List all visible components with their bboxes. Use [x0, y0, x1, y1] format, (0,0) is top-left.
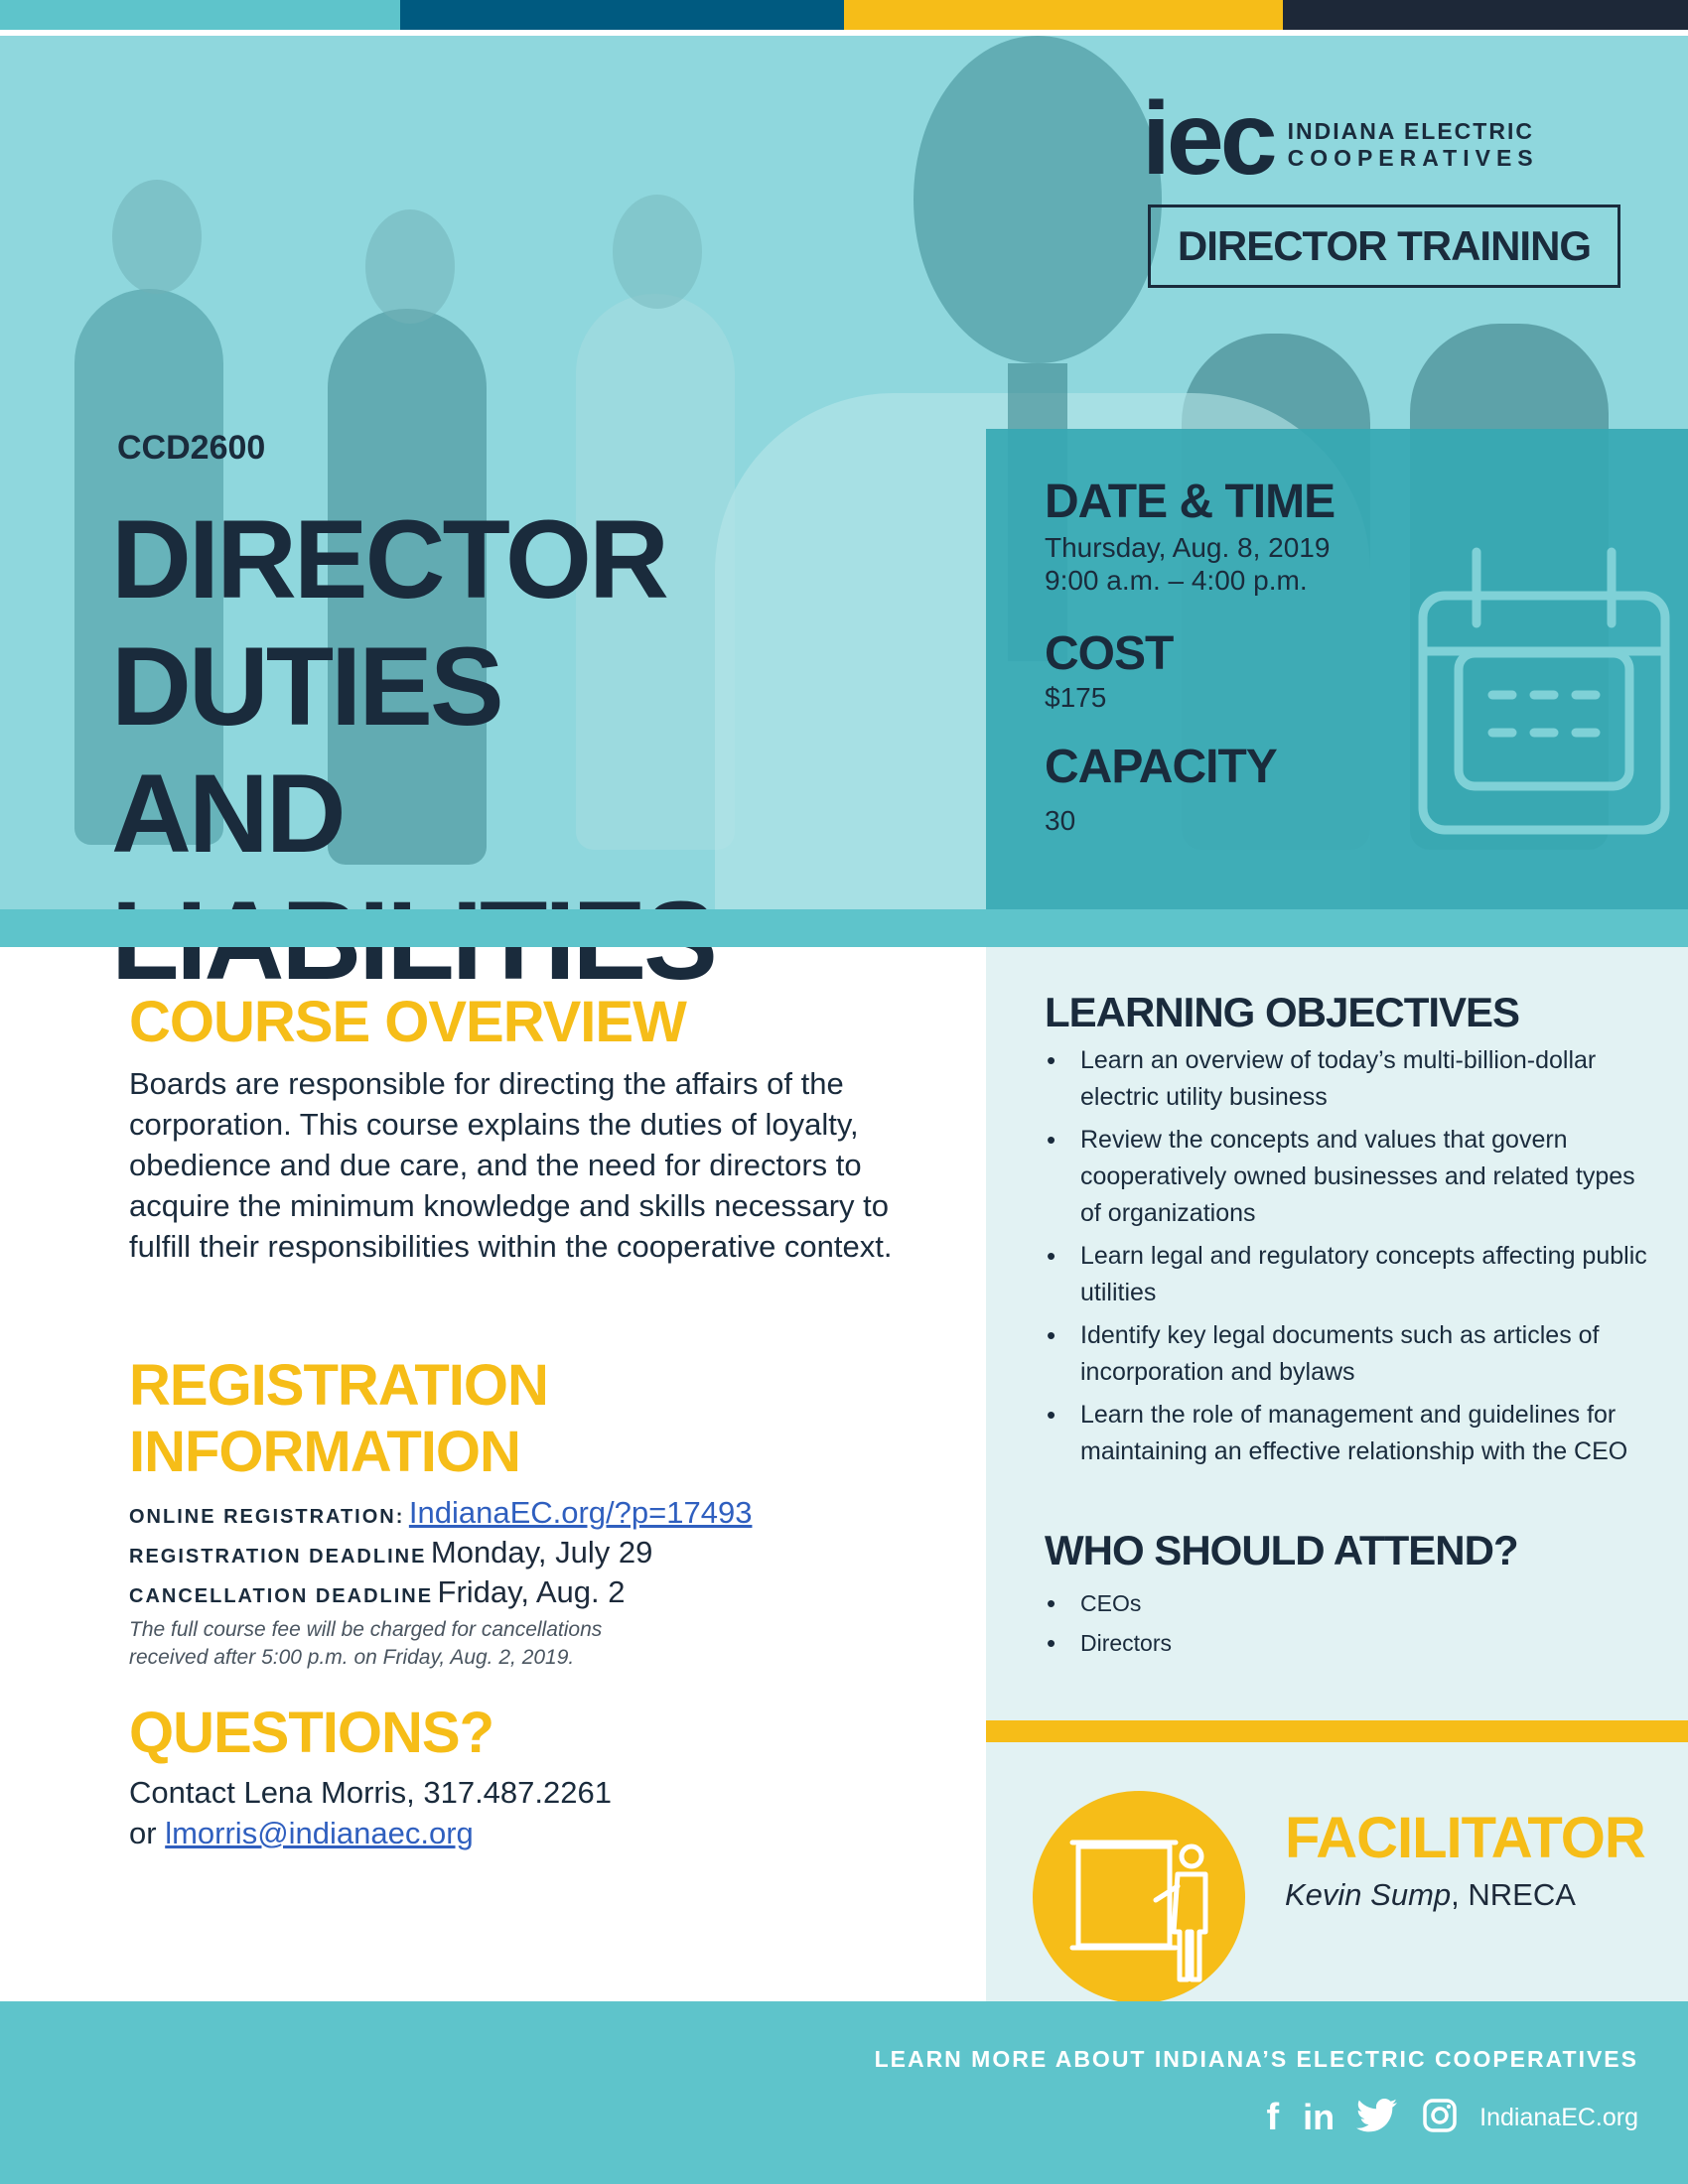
attend-list [1045, 1586, 1640, 1660]
questions [129, 1700, 923, 1853]
top-color-bar [0, 0, 1688, 30]
course-code: CCD2600 [117, 429, 266, 467]
online-registration-label: ONLINE REGISTRATION: [129, 1506, 405, 1528]
note-line-1: The full course fee will be charged for cancellations [129, 1618, 603, 1641]
facilitator-heading: FACILITATOR [1285, 1806, 1645, 1870]
cancellation-deadline-label: CANCELLATION DEADLINE [129, 1585, 434, 1607]
objectives-heading: LEARNING OBJECTIVES [1045, 989, 1520, 1035]
note-line-2: received after 5:00 p.m. on Friday, Aug. 2, 2019. [129, 1646, 575, 1669]
list-item: • Identify key legal documents such as articles of incorporation and bylaws [1045, 1317, 1650, 1391]
footer-tagline: LEARN MORE ABOUT INDIANA’S ELECTRIC COOPERATIVES [874, 2046, 1638, 2072]
badge-label: DIRECTOR TRAINING [1177, 222, 1592, 269]
facebook-icon[interactable]: f [1266, 2096, 1280, 2138]
website-link[interactable]: IndianaEC.org [1479, 2103, 1638, 2131]
title-line-2: AND [111, 751, 344, 876]
registration-link[interactable]: IndianaEC.org/?p=17493 [408, 1495, 753, 1530]
list-item: • Learn an overview of today’s multi-billion-dollar electric utility business [1045, 1042, 1650, 1116]
registration-info [129, 1352, 953, 1672]
list-item: • Directors [1045, 1626, 1640, 1660]
cost-value: $175 [1045, 682, 1107, 713]
list-item: • Review the concepts and values that govern cooperatively owned businesses and related types of organizations [1045, 1122, 1650, 1232]
capacity-value: 30 [1045, 805, 1076, 836]
registration-deadline-label: REGISTRATION DEADLINE [129, 1546, 427, 1568]
course-overview [129, 989, 943, 1267]
calendar-icon [1415, 544, 1673, 847]
director-training-badge [1148, 205, 1620, 288]
contact-line: Contact Lena Morris, 317.487.2261 [129, 1775, 612, 1810]
facilitator [1285, 1805, 1662, 1913]
registration-deadline: Monday, July 29 [430, 1535, 653, 1570]
capacity-label: CAPACITY [1045, 741, 1277, 793]
cost-label: COST [1045, 627, 1174, 680]
facilitator-name: Kevin Sump [1285, 1877, 1452, 1912]
facilitator-org: , NRECA [1451, 1877, 1576, 1912]
event-date: Thursday, Aug. 8, 2019 [1045, 532, 1331, 563]
event-time: 9:00 a.m. – 4:00 p.m. [1045, 565, 1308, 596]
list-item: • Learn legal and regulatory concepts affecting public utilities [1045, 1238, 1650, 1311]
objectives-list [1045, 1042, 1650, 1470]
hero-divider [0, 909, 1688, 947]
title-line-1: DIRECTOR DUTIES [111, 497, 666, 749]
overview-heading: COURSE OVERVIEW [129, 990, 686, 1054]
logo-name-line2: COOPERATIVES [1287, 145, 1539, 171]
iec-logo [1142, 81, 1628, 197]
instagram-icon[interactable] [1422, 2098, 1458, 2138]
overview-text: Boards are responsible for directing the affairs of the corporation. This course explains the duties of loyalty, obedience and due care, and the need for directors to acquire the minimum knowledge and skills necessary to fulfill their responsibilities within the cooperative context. [129, 1066, 893, 1264]
twitter-icon[interactable] [1356, 2099, 1398, 2137]
who-should-attend [1045, 1527, 1640, 1666]
cancellation-note [129, 1616, 953, 1672]
list-item: • Learn the role of management and guidelines for maintaining an effective relationship with the CEO [1045, 1397, 1650, 1470]
presenter-icon [1033, 1791, 1245, 2003]
date-time-label: DATE & TIME [1045, 476, 1336, 528]
logo-mark: iec [1142, 81, 1274, 197]
linkedin-icon[interactable]: in [1303, 2097, 1336, 2137]
learning-objectives [1045, 989, 1650, 1476]
attend-heading: WHO SHOULD ATTEND? [1045, 1527, 1518, 1573]
registration-heading: REGISTRATION INFORMATION [129, 1353, 548, 1484]
list-item: • CEOs [1045, 1586, 1640, 1620]
yellow-divider [986, 1720, 1688, 1742]
contact-email-link[interactable]: lmorris@indianaec.org [165, 1816, 474, 1850]
or-text: or [129, 1816, 157, 1850]
questions-heading: QUESTIONS? [129, 1701, 494, 1765]
logo-name-line1: INDIANA ELECTRIC [1287, 118, 1534, 144]
social-links [1267, 2093, 1638, 2142]
cancellation-deadline: Friday, Aug. 2 [437, 1574, 626, 1609]
